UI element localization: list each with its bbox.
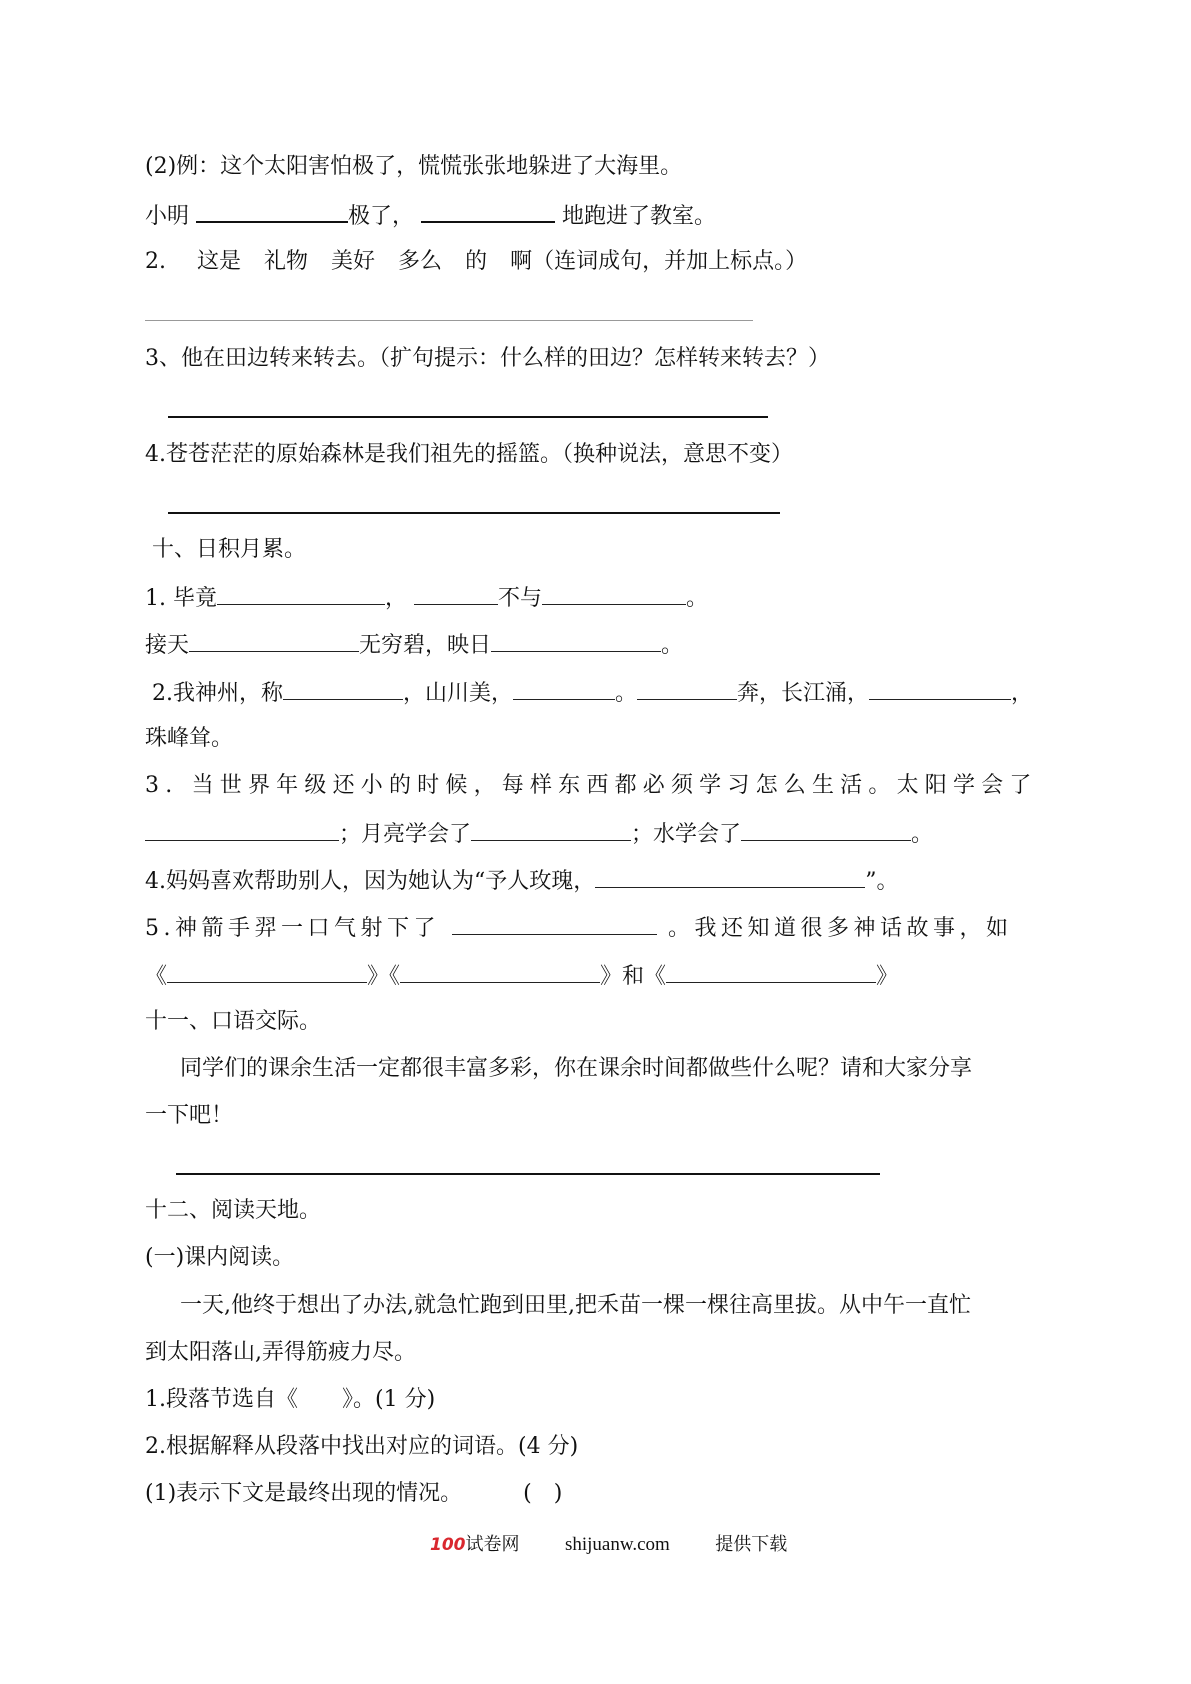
fill-text: 极了，	[348, 204, 415, 229]
sec10-line5: 3. 当世界年级还小的时候，每样东西都必须学习怎么生活。太阳学会了	[145, 773, 1038, 798]
fill-text: 奔，长江涌，	[737, 681, 870, 706]
answer-blank[interactable]	[400, 960, 600, 983]
answer-blank[interactable]	[283, 677, 403, 700]
example-prefix: (2)例：	[145, 154, 221, 179]
answer-line[interactable]	[145, 320, 753, 321]
question-number: 2.	[145, 249, 166, 274]
fill-text: 小明	[145, 204, 190, 229]
question-text: (1)表示下文是最终出现的情况。	[145, 1481, 463, 1506]
sec10-line3	[152, 677, 1033, 709]
site-domain[interactable]: shijuanw.com	[564, 1534, 670, 1555]
fill-text: 地跑进了教室。	[562, 204, 717, 229]
answer-blank[interactable]	[741, 818, 911, 841]
sec10-line8	[145, 912, 1013, 944]
sec11-para: 同学们的课余生活一定都很丰富多彩，你在课余时间都做些什么呢？请和大家分享	[180, 1056, 973, 1081]
fill-text: 5.神箭手羿一口气射下了	[145, 916, 440, 941]
section-11-title: 十一、口语交际。	[145, 1009, 322, 1034]
word: 这是	[197, 249, 242, 274]
reading-q1: 1.段落节选自《 》。(1 分)	[145, 1387, 436, 1412]
answer-blank[interactable]	[513, 677, 615, 700]
answer-blank[interactable]	[217, 582, 385, 605]
example-text: 这个太阳害怕极了，慌慌张张地躲进了大海里。	[220, 154, 683, 179]
page-footer	[430, 1530, 787, 1556]
fill-text: 毕竟	[173, 586, 218, 611]
reading-q2: 2.根据解释从段落中找出对应的词语。(4 分)	[145, 1434, 579, 1459]
section-10-title: 十、日积月累。	[152, 537, 307, 562]
download-note: 提供下载	[715, 1534, 788, 1555]
answer-line[interactable]	[168, 512, 780, 514]
answer-blank[interactable]	[414, 582, 498, 605]
answer-blank[interactable]	[491, 629, 661, 652]
answer-blank[interactable]	[595, 865, 865, 888]
sec10-line1	[145, 582, 708, 614]
fill-text: 接天	[145, 633, 190, 658]
fill-text: ，山川美，	[403, 681, 514, 706]
fill-text: 。	[615, 681, 638, 706]
site-logo: 100	[430, 1535, 466, 1555]
sec11-para-end: 一下吧！	[145, 1103, 234, 1128]
fill-text: 》	[876, 964, 899, 989]
sec10-line6	[145, 818, 933, 850]
sec10-line7	[145, 865, 899, 897]
fill-text: ，	[1011, 681, 1034, 706]
reading-para: 一天,他终于想出了办法,就急忙跑到田里,把禾苗一棵一棵往高里拔。从中午一直忙	[180, 1293, 971, 1318]
answer-blank[interactable]	[421, 199, 555, 223]
fill-text: ；月亮学会了	[339, 822, 472, 847]
fill-text: 无穷碧，映日	[359, 633, 492, 658]
word: 礼物	[264, 249, 309, 274]
fill-text: 2.我神州，称	[152, 681, 283, 706]
answer-blank[interactable]	[452, 912, 657, 935]
word: 啊	[510, 249, 533, 274]
fill-text: 。	[686, 586, 709, 611]
answer-blank[interactable]	[471, 818, 631, 841]
answer-line[interactable]	[176, 1173, 880, 1175]
example-line	[145, 152, 682, 182]
fill-text: 。我还知道很多神话故事，如	[668, 916, 1013, 941]
q3-line: 3、他在田边转来转去。（扩句提示：什么样的田边？怎样转来转去？）	[145, 346, 830, 371]
site-name: 试卷网	[465, 1534, 520, 1555]
sec10-line2	[145, 629, 683, 661]
answer-line[interactable]	[168, 416, 768, 418]
section-12-title: 十二、阅读天地。	[145, 1198, 322, 1223]
fill-text: 》《	[367, 964, 401, 989]
instruction: （连词成句，并加上标点。）	[532, 249, 808, 274]
word: 多么	[398, 249, 443, 274]
answer-blank[interactable]	[189, 629, 359, 652]
fill-text: ；水学会了	[631, 822, 742, 847]
answer-blank[interactable]	[145, 818, 339, 841]
word: 美好	[331, 249, 376, 274]
imitate-line	[145, 199, 716, 232]
answer-paren[interactable]: ( )	[523, 1481, 563, 1506]
fill-text: 。	[911, 822, 934, 847]
reading-para-end: 到太阳落山,弄得筋疲力尽。	[145, 1340, 416, 1365]
answer-blank[interactable]	[869, 677, 1011, 700]
fill-text: 不与	[498, 586, 543, 611]
answer-blank[interactable]	[542, 582, 686, 605]
sec10-line4: 珠峰耸。	[145, 726, 234, 751]
answer-blank[interactable]	[167, 960, 367, 983]
fill-text: 4.妈妈喜欢帮助别人，因为她认为“予人玫瑰，	[145, 869, 596, 894]
answer-blank[interactable]	[637, 677, 737, 700]
answer-blank[interactable]	[666, 960, 876, 983]
fill-text: 。	[661, 633, 684, 658]
word: 的	[465, 249, 488, 274]
fill-text: ，	[385, 586, 408, 611]
sec10-line9	[145, 960, 898, 992]
fill-text: 《	[145, 964, 168, 989]
reading-q2-1	[145, 1479, 562, 1509]
answer-blank[interactable]	[196, 199, 348, 223]
question-number: 1.	[145, 586, 166, 611]
q4-line: 4.苍苍茫茫的原始森林是我们祖先的摇篮。（换种说法，意思不变）	[145, 442, 793, 467]
fill-text: ”。	[865, 869, 899, 894]
sec12-subtitle: (一)课内阅读。	[145, 1245, 295, 1270]
q2-line	[145, 247, 807, 277]
fill-text: 》和《	[600, 964, 667, 989]
